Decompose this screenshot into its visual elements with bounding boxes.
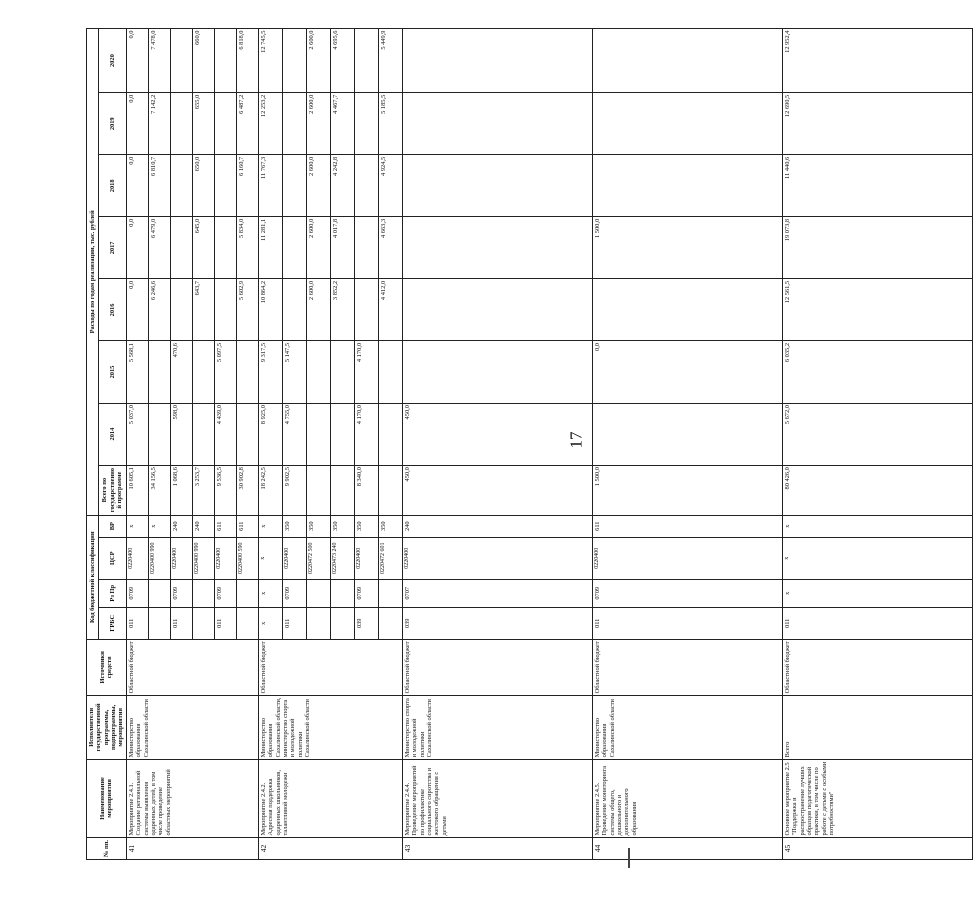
grbs-code: 039: [354, 607, 378, 639]
grbs-code: 011: [214, 607, 236, 639]
year-value: 3 852,2: [330, 279, 354, 341]
grbs-code: 011: [282, 607, 306, 639]
rz-code: [148, 579, 170, 607]
year-value: [214, 29, 236, 93]
rz-code: [306, 579, 330, 607]
csr-code: 0220400: [354, 537, 378, 579]
year-value: [306, 403, 330, 465]
year-value: 5 147,5: [282, 341, 306, 403]
year-value: 12 561,5: [782, 279, 972, 341]
grbs-code: x: [258, 607, 282, 639]
year-value: 6 487,2: [236, 93, 258, 155]
grbs-code: [192, 607, 214, 639]
vr-code: 611: [214, 515, 236, 537]
year-value: 450,0: [402, 403, 592, 465]
row-number: 42: [258, 837, 402, 859]
year-value: 4 695,6: [330, 29, 354, 93]
budget-table: [86, 28, 973, 860]
year-value: 12 952,4: [782, 29, 972, 93]
year-value: 9 317,5: [258, 341, 282, 403]
vr-code: x: [258, 515, 282, 537]
grbs-code: 011: [592, 607, 782, 639]
year-value: 4 439,0: [214, 403, 236, 465]
year-value: [378, 403, 402, 465]
year-value: [192, 341, 214, 403]
table-row: [402, 29, 592, 860]
year-value: 8 925,0: [258, 403, 282, 465]
year-value: 2 600,0: [306, 93, 330, 155]
year-value: 11 767,3: [258, 155, 282, 217]
row-number: 41: [126, 837, 258, 859]
year-value: [354, 155, 378, 217]
year-value: 4 412,0: [378, 279, 402, 341]
year-value: [214, 279, 236, 341]
header-vr: ВР: [98, 515, 126, 537]
year-value: [148, 341, 170, 403]
year-value: [170, 279, 192, 341]
year-value: [192, 403, 214, 465]
year-value: [592, 29, 782, 93]
funding-source: Областной бюджет: [126, 639, 258, 695]
year-value: 7 142,2: [148, 93, 170, 155]
csr-code: x: [782, 537, 972, 579]
year-value: 655,0: [192, 93, 214, 155]
vr-code: 350: [306, 515, 330, 537]
executor: Министерство спорта и молодежной политики Сахалинской области: [402, 695, 592, 759]
vr-code: 240: [170, 515, 192, 537]
rz-code: x: [258, 579, 282, 607]
year-value: [402, 341, 592, 403]
year-value: 0,0: [126, 29, 148, 93]
measure-name: Мероприятие 2.4.4. Проведение мероприятий по профилактике социального сиротства и жестокого обращения с детьми: [402, 759, 592, 837]
header-name: Наименование мероприятия: [87, 759, 127, 837]
year-value: [170, 29, 192, 93]
executor: Министерство образования Сахалинской области: [126, 695, 258, 759]
rz-code: [378, 579, 402, 607]
header-year: 2019: [98, 93, 126, 155]
measure-name: Основное мероприятие 2.5 "Поддержка и распространение лучших образцов педагогической практики, в том числе по работе с детьми с особыми потребностями": [782, 759, 972, 837]
vr-code: 350: [282, 515, 306, 537]
year-value: 6 810,7: [148, 155, 170, 217]
year-value: [354, 29, 378, 93]
year-value: 4 170,0: [354, 403, 378, 465]
rz-code: [236, 579, 258, 607]
year-value: [330, 403, 354, 465]
year-value: [282, 279, 306, 341]
year-value: [170, 93, 192, 155]
year-value: 2 600,0: [306, 155, 330, 217]
total-value: 1 068,6: [170, 465, 192, 515]
header-no: № пп.: [87, 837, 127, 859]
year-value: 650,0: [192, 155, 214, 217]
csr-code: 0220400: [126, 537, 148, 579]
vr-code: x: [126, 515, 148, 537]
executor: Всего: [782, 695, 972, 759]
header-year: 2020: [98, 29, 126, 93]
year-value: [402, 279, 592, 341]
year-value: 4 017,8: [330, 217, 354, 279]
year-value: 5 568,1: [126, 341, 148, 403]
funding-source: Областной бюджет: [592, 639, 782, 695]
rz-code: [330, 579, 354, 607]
year-value: 11 440,6: [782, 155, 972, 217]
page-number: 17: [566, 431, 586, 449]
vr-code: 350: [378, 515, 402, 537]
year-value: 6 818,0: [236, 29, 258, 93]
year-value: [170, 217, 192, 279]
csr-code: x: [258, 537, 282, 579]
rz-code: 0709: [126, 579, 148, 607]
rz-code: 0709: [354, 579, 378, 607]
year-value: 2 600,0: [306, 279, 330, 341]
grbs-code: 011: [782, 607, 972, 639]
year-value: [214, 217, 236, 279]
header-rz: Рз Пр: [98, 579, 126, 607]
year-value: [282, 217, 306, 279]
year-value: 6 479,0: [148, 217, 170, 279]
rz-code: x: [782, 579, 972, 607]
csr-code: 0220473 240: [330, 537, 354, 579]
year-value: 645,0: [192, 217, 214, 279]
year-value: 2 600,0: [306, 29, 330, 93]
grbs-code: [236, 607, 258, 639]
csr-code: 0220400: [282, 537, 306, 579]
year-value: 4 467,7: [330, 93, 354, 155]
rz-code: 0709: [282, 579, 306, 607]
year-value: [214, 93, 236, 155]
funding-source: Областной бюджет: [782, 639, 972, 695]
header-grbs: ГРБС: [98, 607, 126, 639]
total-value: 3 253,7: [192, 465, 214, 515]
row-number: 45: [782, 837, 972, 859]
vr-code: 611: [592, 515, 782, 537]
header-source: Источники средств: [87, 639, 127, 695]
header-csr: ЦСР: [98, 537, 126, 579]
measure-name: Мероприятие 2.4.1. Создание региональной системы выявления одаренных детей, в том числе проведение областных мероприятий: [126, 759, 258, 837]
year-value: 660,0: [192, 29, 214, 93]
total-value: 18 242,5: [258, 465, 282, 515]
total-value: 450,0: [402, 465, 592, 515]
row-number: 44: [592, 837, 782, 859]
header-total: Всего по государственной программе: [98, 465, 126, 515]
header-year: 2015: [98, 341, 126, 403]
year-value: [592, 403, 782, 465]
table-row: [592, 29, 782, 860]
year-value: 0,0: [126, 217, 148, 279]
csr-code: 0220400: [170, 537, 192, 579]
executor: Министерство образования Сахалинской области: [592, 695, 782, 759]
vr-code: 611: [236, 515, 258, 537]
year-value: [402, 29, 592, 93]
csr-code: 0220400 590: [236, 537, 258, 579]
year-value: 0,0: [126, 93, 148, 155]
year-value: 643,7: [192, 279, 214, 341]
table-row: [782, 29, 972, 860]
grbs-code: [378, 607, 402, 639]
vr-code: x: [782, 515, 972, 537]
total-value: [330, 465, 354, 515]
vr-code: 240: [402, 515, 592, 537]
year-value: [354, 279, 378, 341]
header-year: 2016: [98, 279, 126, 341]
year-value: 4 242,8: [330, 155, 354, 217]
year-value: 5 037,0: [126, 403, 148, 465]
year-value: 4 755,0: [282, 403, 306, 465]
vr-code: 240: [192, 515, 214, 537]
year-value: 0,0: [126, 279, 148, 341]
year-value: 5 672,0: [782, 403, 972, 465]
header-expenses: Расходы по годам реализации, тыс. рублей: [87, 29, 99, 516]
year-value: 1 500,0: [592, 217, 782, 279]
year-value: [402, 93, 592, 155]
header-year: 2014: [98, 403, 126, 465]
year-value: 5 449,9: [378, 29, 402, 93]
year-value: 0,0: [592, 341, 782, 403]
page-edge-mark: [628, 848, 630, 868]
year-value: 4 170,0: [354, 341, 378, 403]
header-year: 2017: [98, 217, 126, 279]
total-value: 9 536,5: [214, 465, 236, 515]
csr-code: 0220400: [592, 537, 782, 579]
total-value: 34 156,5: [148, 465, 170, 515]
total-value: 30 902,8: [236, 465, 258, 515]
rz-code: 0709: [592, 579, 782, 607]
year-value: 7 478,0: [148, 29, 170, 93]
measure-name: Мероприятие 2.4.2. Адресная поддержка одаренных школьников, талантливой молодежи: [258, 759, 402, 837]
grbs-code: 011: [170, 607, 192, 639]
year-value: 5 185,5: [378, 93, 402, 155]
year-value: [236, 403, 258, 465]
year-value: 6 160,7: [236, 155, 258, 217]
total-value: 8 340,0: [354, 465, 378, 515]
year-value: [378, 341, 402, 403]
funding-source: Областной бюджет: [258, 639, 402, 695]
total-value: [306, 465, 330, 515]
rz-code: 0709: [214, 579, 236, 607]
year-value: [592, 93, 782, 155]
total-value: 10 605,1: [126, 465, 148, 515]
grbs-code: [148, 607, 170, 639]
year-value: 12 745,5: [258, 29, 282, 93]
year-value: 6 035,2: [782, 341, 972, 403]
year-value: 5 834,0: [236, 217, 258, 279]
total-value: 9 902,5: [282, 465, 306, 515]
year-value: [306, 341, 330, 403]
year-value: 4 663,3: [378, 217, 402, 279]
total-value: 1 500,0: [592, 465, 782, 515]
header-row-1: [87, 29, 99, 860]
grbs-code: 039: [402, 607, 592, 639]
measure-name: Мероприятие 2.4.5. Проведение мониторинга системы общего, дошкольного и дополнительного образования: [592, 759, 782, 837]
header-executor: Исполнители государственной программы, подпрограммы, мероприятия: [87, 695, 127, 759]
year-value: [330, 341, 354, 403]
year-value: [402, 217, 592, 279]
csr-code: 0220400: [214, 537, 236, 579]
rz-code: [192, 579, 214, 607]
funding-source: Областной бюджет: [402, 639, 592, 695]
total-value: 80 426,0: [782, 465, 972, 515]
year-value: 598,0: [170, 403, 192, 465]
year-value: 2 600,0: [306, 217, 330, 279]
rz-code: 0707: [402, 579, 592, 607]
year-value: 19 073,8: [782, 217, 972, 279]
year-value: [354, 93, 378, 155]
year-value: 10 864,2: [258, 279, 282, 341]
csr-code: 0220472 500: [306, 537, 330, 579]
year-value: [148, 403, 170, 465]
year-value: [402, 155, 592, 217]
header-bcc: Код бюджетной классификации: [87, 515, 99, 639]
vr-code: 350: [354, 515, 378, 537]
vr-code: 350: [330, 515, 354, 537]
year-value: 12 690,5: [782, 93, 972, 155]
year-value: 6 246,6: [148, 279, 170, 341]
csr-code: 0220400 990: [192, 537, 214, 579]
year-value: 5 602,9: [236, 279, 258, 341]
year-value: [236, 341, 258, 403]
executor: Министерство образования Сахалинской области, министерство спорта и молодежной политики Сахалинской области: [258, 695, 402, 759]
year-value: 12 253,2: [258, 93, 282, 155]
grbs-code: [306, 607, 330, 639]
year-value: [592, 279, 782, 341]
year-value: [170, 155, 192, 217]
year-value: 4 924,5: [378, 155, 402, 217]
year-value: [214, 155, 236, 217]
table-row: [126, 29, 148, 860]
year-value: [592, 155, 782, 217]
year-value: [354, 217, 378, 279]
grbs-code: [330, 607, 354, 639]
vr-code: x: [148, 515, 170, 537]
header-year: 2018: [98, 155, 126, 217]
csr-code: 0220400: [402, 537, 592, 579]
csr-code: 0220472 601: [378, 537, 402, 579]
total-value: [378, 465, 402, 515]
csr-code: 0220400 990: [148, 537, 170, 579]
table-row: [258, 29, 282, 860]
year-value: 5 097,5: [214, 341, 236, 403]
row-number: 43: [402, 837, 592, 859]
year-value: [282, 93, 306, 155]
year-value: 0,0: [126, 155, 148, 217]
year-value: [282, 155, 306, 217]
rz-code: 0709: [170, 579, 192, 607]
year-value: [282, 29, 306, 93]
grbs-code: 011: [126, 607, 148, 639]
rotated-page: [86, 28, 835, 860]
table-body: [126, 29, 972, 860]
year-value: 470,6: [170, 341, 192, 403]
year-value: 11 281,1: [258, 217, 282, 279]
